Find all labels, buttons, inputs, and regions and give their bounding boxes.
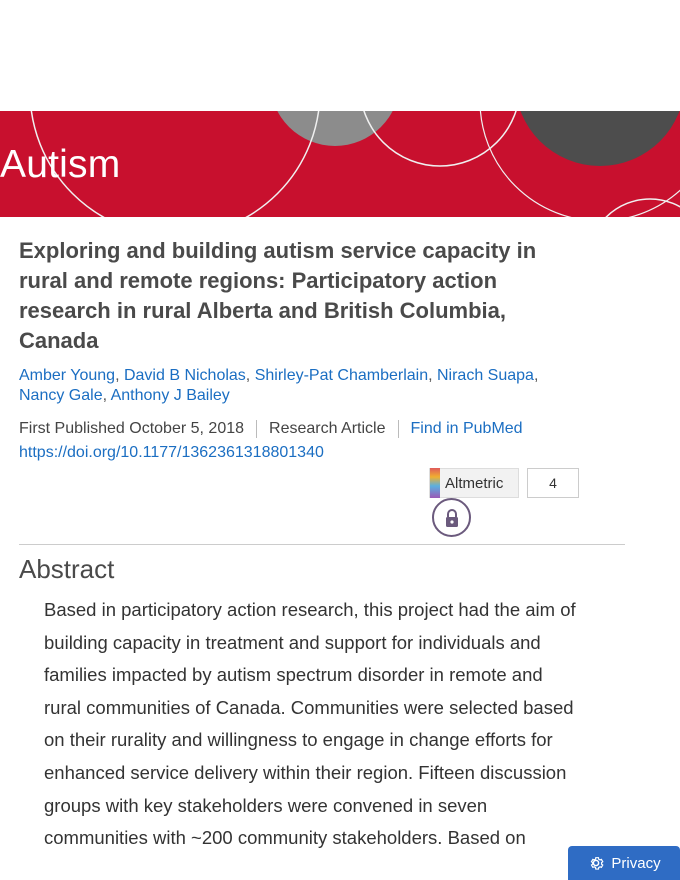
- author-link[interactable]: Nirach Suapa: [436, 367, 534, 384]
- abstract-line: on their rurality and willingness to engage in change efforts for: [44, 729, 553, 751]
- altmetric-logo-icon: [430, 468, 440, 498]
- banner-grey-circle: [270, 111, 400, 146]
- meta-divider: [256, 420, 257, 438]
- article-type: Research Article: [269, 420, 386, 437]
- altmetric-badge[interactable]: [429, 468, 519, 498]
- journal-name[interactable]: Autism: [0, 143, 121, 186]
- privacy-button[interactable]: [568, 846, 680, 880]
- author-link[interactable]: Nancy Gale: [19, 387, 103, 404]
- access-lock-button[interactable]: [432, 498, 471, 537]
- article-title: Exploring and building autism service capacity in rural and remote regions: Participatory action research in rural Alberta and British Columbia, Canada: [19, 238, 537, 353]
- pubmed-link[interactable]: Find in PubMed: [410, 420, 523, 437]
- abstract-heading: Abstract: [19, 554, 115, 584]
- abstract-line: groups with key stakeholders were convened in seven: [44, 794, 488, 816]
- section-divider: [19, 544, 625, 545]
- meta-divider: [398, 420, 399, 438]
- publish-date: First Published October 5, 2018: [19, 420, 245, 437]
- abstract-body: [44, 594, 634, 855]
- journal-banner: [0, 111, 680, 217]
- altmetric-score[interactable]: 4: [527, 468, 579, 498]
- article-header: [19, 236, 629, 464]
- author-link[interactable]: Amber Young: [19, 367, 116, 384]
- privacy-label: Privacy: [611, 854, 661, 872]
- altmetric-label: Altmetric: [445, 474, 504, 492]
- altmetric-widget[interactable]: [429, 468, 579, 498]
- top-whitespace: [0, 0, 680, 111]
- author-link[interactable]: Shirley-Pat Chamberlain: [254, 367, 429, 384]
- abstract-line: Based in participatory action research, this project had the aim of: [44, 599, 576, 620]
- article-meta: [19, 418, 629, 440]
- lock-icon: [444, 508, 460, 528]
- author-link[interactable]: David B Nicholas: [123, 367, 246, 384]
- abstract-line: building capacity in treatment and support for individuals and: [44, 631, 541, 653]
- banner-dark-circle: [515, 111, 680, 166]
- abstract-line: families impacted by autism spectrum disorder in remote and: [44, 664, 543, 686]
- abstract-line: enhanced service delivery within their region. Fifteen discussion: [44, 761, 567, 783]
- abstract-line: communities with ~200 community stakeholders. Based on: [44, 827, 526, 849]
- author-link[interactable]: Anthony J Bailey: [110, 387, 230, 404]
- author-list: Amber Young, David B Nicholas, Shirley-Pat Chamberlain, Nirach Suapa, Nancy Gale, Anthony J Bailey: [19, 367, 539, 404]
- abstract-line: rural communities of Canada. Communities were selected based: [44, 696, 574, 718]
- doi-link[interactable]: https://doi.org/10.1177/1362361318801340: [19, 444, 324, 461]
- gear-icon: [587, 854, 605, 872]
